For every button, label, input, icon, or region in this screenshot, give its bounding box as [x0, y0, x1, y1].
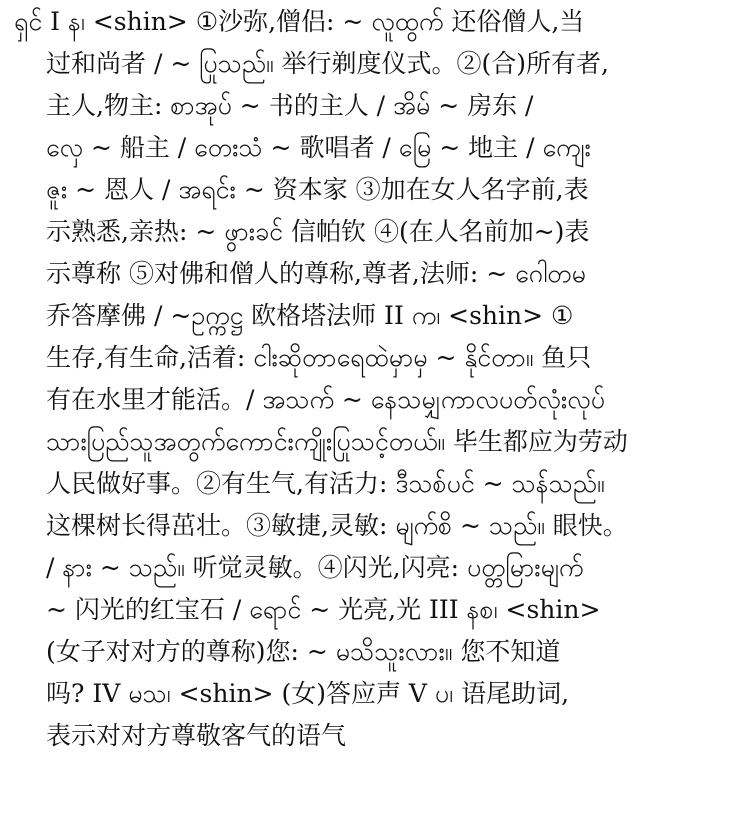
- entry-line: 示熟悉,亲热: ~ ဖွားခင် 信帕钦 ④(在人名前加~)表: [46, 217, 590, 246]
- entry-line: လှေ ~ 船主 / တေးသံ ~ 歌唱者 / မြေ ~ 地主 / ကျေး: [46, 133, 591, 162]
- entry-line: ~ 闪光的红宝石 / ရောင် ~ 光亮,光 III နစ၊ <shin>: [46, 595, 601, 624]
- entry-line: 乔答摩佛 / ~ဥက္ကဋ္ဌ 欧格塔法师 II က၊ <shin> ①: [46, 301, 574, 330]
- entry-line: 吗? IV မသ၊ <shin> (女)答应声 V ပ၊ 语尾助词,: [46, 679, 570, 708]
- entry-line: 过和尚者 / ~ ပြုသည်။ 举行剃度仪式。②(合)所有者,: [46, 49, 609, 78]
- entry-line: (女子对对方的尊称)您: ~ မသိသူးလား။ 您不知道: [46, 637, 561, 666]
- entry-line: ရှင် I န၊ <shin> ①沙弥,僧侣: ~ လူထွက် 还俗僧人,当: [14, 7, 585, 36]
- entry-line: 生存,有生命,活着: ငါးဆိုတာရေထဲမှာမှ ~ နိုင်တာ။ 鱼只: [46, 343, 592, 372]
- entry-line: ဇူး ~ 恩人 / အရင်း ~ 资本家 ③加在女人名字前,表: [46, 175, 589, 204]
- entry-line: 人民做好事。②有生气,有活力: ဒီသစ်ပင် ~ သန်သည်။: [46, 469, 605, 498]
- entry-line: 这棵树长得茁壮。③敏捷,灵敏: မျက်စိ ~ သည်။ 眼快。: [46, 511, 628, 540]
- entry-line: 示尊称 ⑤对佛和僧人的尊称,尊者,法师: ~ ဂေါတမ: [46, 259, 586, 288]
- entry-line: 主人,物主: စာအုပ် ~ 书的主人 / အိမ် ~ 房东 /: [46, 91, 534, 120]
- entry-line: / နား ~ သည်။ 听觉灵敏。④闪光,闪亮: ပတ္တမြားမျက်: [46, 553, 584, 582]
- entry-line: 有在水里才能活。/ အသက် ~ နေသမျှကာလပတ်လုံးလုပ်: [46, 385, 605, 414]
- entry-line: 表示对对方尊敬客气的语气: [46, 721, 347, 750]
- entry-line: သားပြည်သူအတွက်ကောင်းကျိုးပြုသင့်တယ်။ 毕生都应为劳动: [46, 427, 628, 456]
